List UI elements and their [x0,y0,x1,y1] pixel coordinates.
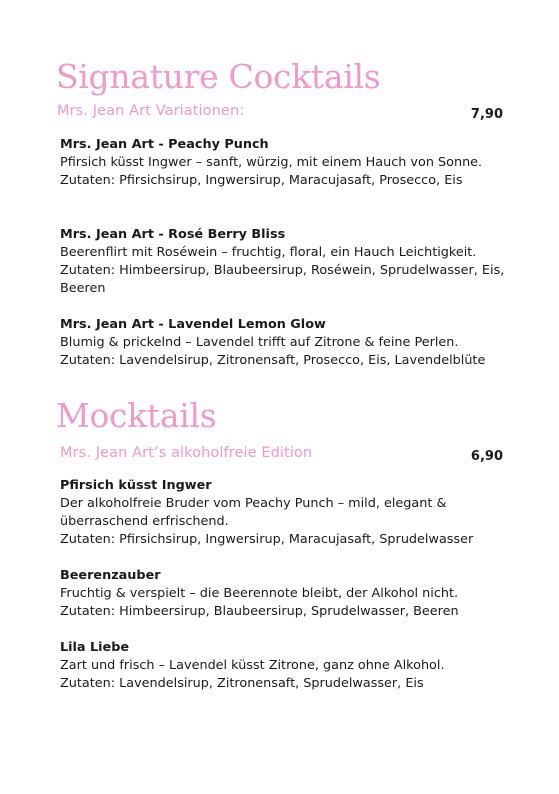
menu-item [60,316,508,370]
item-name: Lila Liebe [60,640,130,655]
signature-title: Signature Cocktails [56,57,381,96]
menu-item [60,477,508,549]
item-name: Mrs. Jean Art - Peachy Punch [60,137,269,152]
signature-price: 7,90 [470,107,503,122]
mocktails-subtitle: Mrs. Jean Art’s alkoholfreie Edition [60,445,313,461]
item-ingredients: Zutaten: Pfirsichsirup, Ingwersirup, Maracujasaft, Sprudelwasser [60,532,474,547]
menu-item [60,136,508,190]
mocktails-price: 6,90 [470,449,503,464]
menu-item [60,567,508,621]
mocktails-title: Mocktails [56,396,217,435]
menu-item [60,639,508,693]
item-ingredients: Zutaten: Himbeersirup, Blaubeersirup, Sprudelwasser, Beeren [60,604,459,619]
item-name: Beerenzauber [60,568,161,583]
item-ingredients: Zutaten: Lavendelsirup, Zitronensaft, Sprudelwasser, Eis [60,676,424,691]
item-name: Mrs. Jean Art - Lavendel Lemon Glow [60,317,326,332]
item-ingredients: Zutaten: Himbeersirup, Blaubeersirup, Roséwein, Sprudelwasser, Eis, Beeren [60,263,505,296]
item-description: Fruchtig & verspielt – die Beerennote bleibt, der Alkohol nicht. [60,586,459,601]
item-description: Zart und frisch – Lavendel küsst Zitrone, ganz ohne Alkohol. [60,658,445,673]
item-name: Pfirsich küsst Ingwer [60,478,212,493]
item-description: Beerenflirt mit Roséwein – fruchtig, floral, ein Hauch Leichtigkeit. [60,245,477,260]
menu-item [60,226,508,298]
item-description: Der alkoholfreie Bruder vom Peachy Punch – mild, elegant & überraschend erfrischend. [60,496,447,529]
item-name: Mrs. Jean Art - Rosé Berry Bliss [60,227,286,242]
item-ingredients: Zutaten: Lavendelsirup, Zitronensaft, Prosecco, Eis, Lavendelblüte [60,353,486,368]
item-ingredients: Zutaten: Pfirsichsirup, Ingwersirup, Maracujasaft, Prosecco, Eis [60,173,463,188]
item-description: Pfirsich küsst Ingwer – sanft, würzig, mit einem Hauch von Sonne. [60,155,483,170]
item-description: Blumig & prickelnd – Lavendel trifft auf Zitrone & feine Perlen. [60,335,459,350]
signature-subtitle: Mrs. Jean Art Variationen: [57,103,245,119]
